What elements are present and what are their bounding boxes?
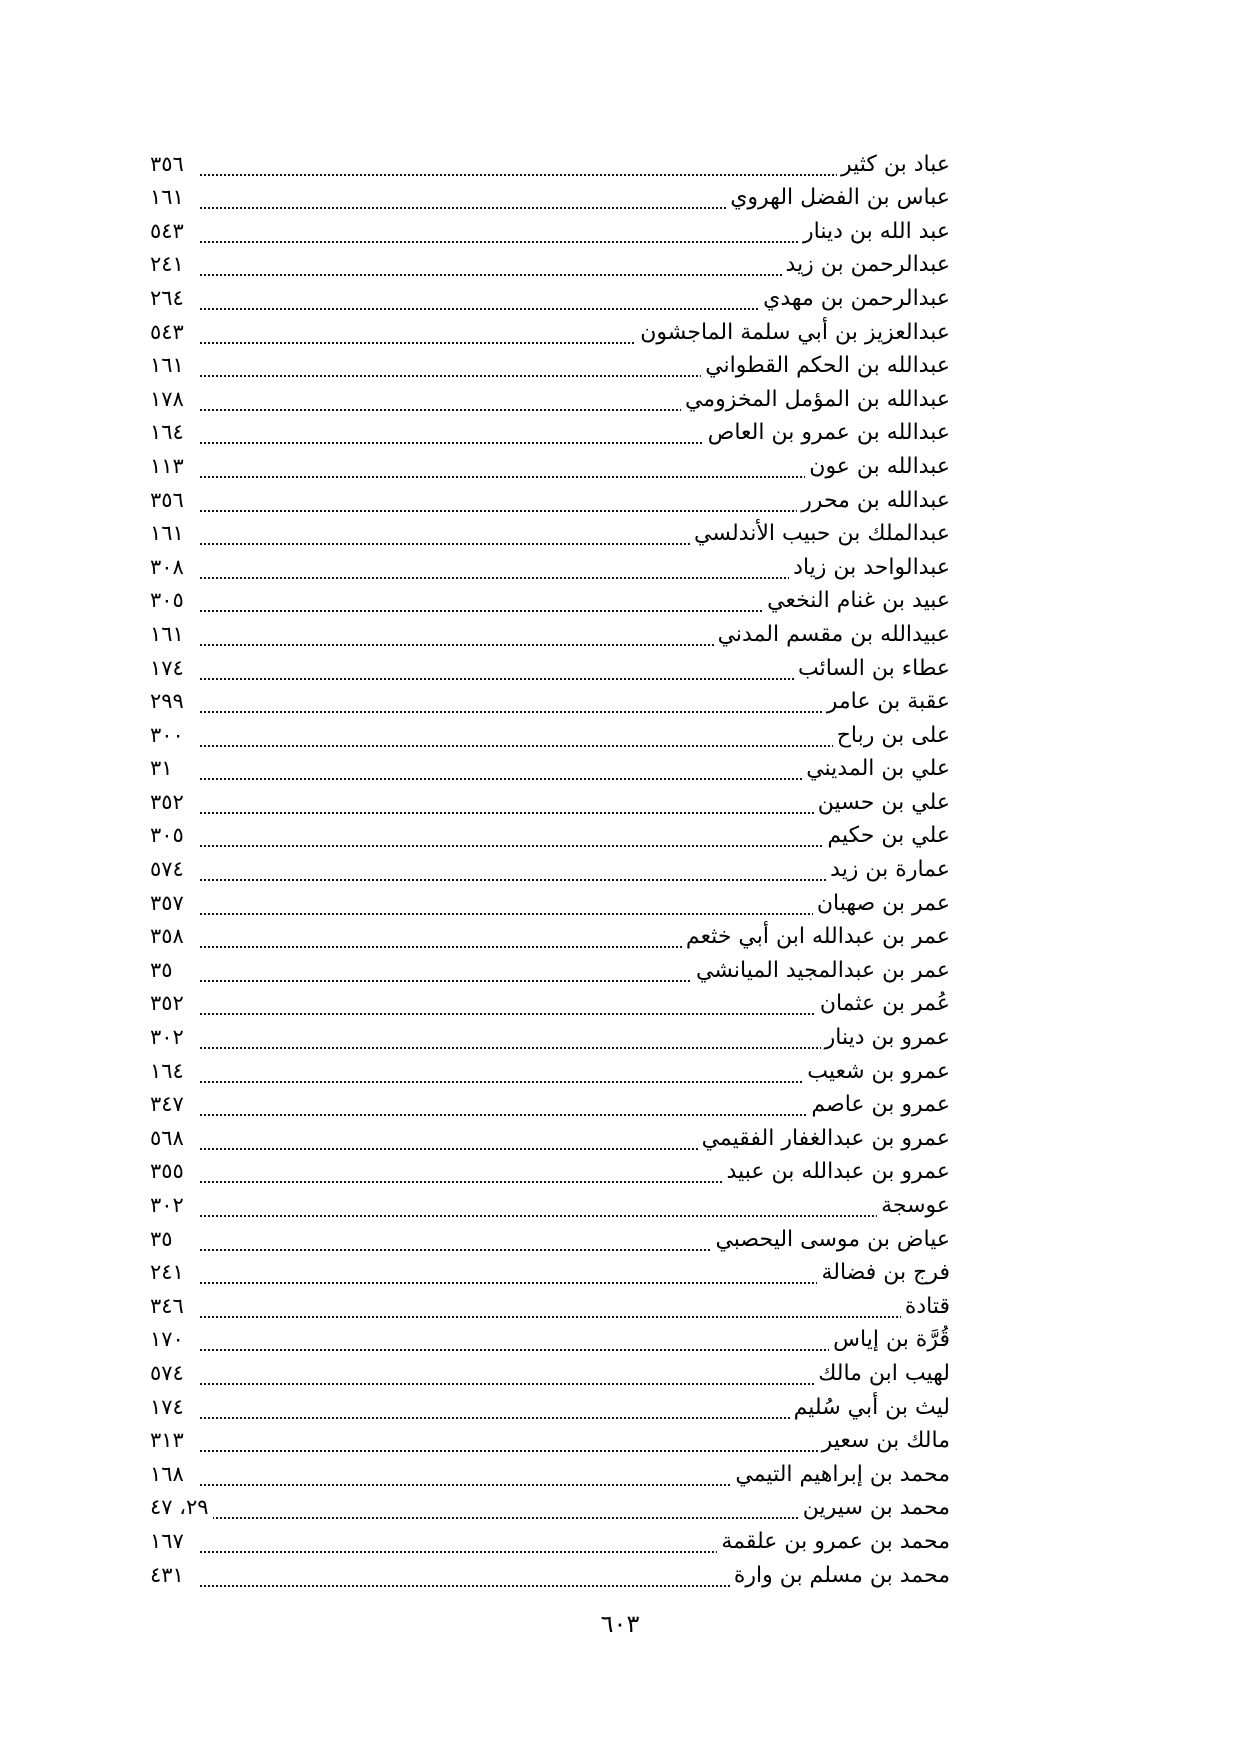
- name-index-list: [150, 147, 950, 1592]
- index-entry: [150, 785, 950, 819]
- index-entry: [150, 685, 950, 719]
- index-entry: [150, 1323, 950, 1357]
- index-entry: [150, 1121, 950, 1155]
- entry-pages: ١٧٤: [150, 652, 188, 685]
- entry-pages: ١٦٧: [150, 1525, 188, 1558]
- index-entry: [150, 449, 950, 483]
- entry-name: عمرو بن عبدالغفار الفقيمي: [698, 1122, 950, 1155]
- entry-pages: ١٦٤: [150, 416, 188, 449]
- entry-name: عوسجة: [877, 1189, 950, 1222]
- entry-name: عياض بن موسى اليحصبي: [711, 1223, 950, 1256]
- entry-name: عبدالله بن عمرو بن العاص: [704, 416, 950, 449]
- entry-pages: ٢٤١: [150, 248, 188, 281]
- index-entry: [150, 517, 950, 551]
- entry-name: لهيب ابن مالك: [814, 1357, 950, 1390]
- entry-name: عقبة بن عامر: [823, 685, 950, 718]
- index-entry: [150, 1424, 950, 1458]
- index-entry: [150, 1155, 950, 1189]
- index-entry: [150, 214, 950, 248]
- entry-name: محمد بن سيرين: [799, 1491, 950, 1524]
- entry-pages: ١١٣: [150, 450, 188, 483]
- entry-name: عطاء بن السائب: [794, 652, 950, 685]
- entry-name: عمر بن عبدالله ابن أبي خثعم: [682, 920, 950, 953]
- entry-pages: ٣٠٥: [150, 584, 188, 617]
- entry-name: عباس بن الفضل الهروي: [726, 181, 950, 214]
- index-entry: [150, 584, 950, 618]
- entry-pages: ٣٥: [150, 954, 177, 987]
- entry-pages: ١٦١: [150, 517, 188, 550]
- index-entry: [150, 617, 950, 651]
- index-entry: [150, 315, 950, 349]
- entry-pages: ٥٤٣: [150, 215, 188, 248]
- entry-pages: ١٦٨: [150, 1458, 188, 1491]
- entry-pages: ٢٦٤: [150, 282, 188, 315]
- index-entry: [150, 852, 950, 886]
- entry-name: فرج بن فضالة: [817, 1256, 950, 1289]
- entry-name: عمر بن عبدالمجيد الميانشي: [692, 954, 950, 987]
- index-entry: [150, 953, 950, 987]
- entry-pages: ٥٦٨: [150, 1122, 188, 1155]
- entry-name: عمرو بن عاصم: [807, 1088, 950, 1121]
- entry-pages: ١٦١: [150, 618, 188, 651]
- index-entry: [150, 1256, 950, 1290]
- index-entry: [150, 886, 950, 920]
- entry-name: عباد بن كثير: [837, 148, 950, 181]
- entry-pages: ٣٥٦: [150, 484, 188, 517]
- entry-name: ليث بن أبي سُليم: [790, 1391, 950, 1424]
- index-entry: [150, 1088, 950, 1122]
- entry-name: عبيدالله بن مقسم المدني: [714, 618, 950, 651]
- index-entry: [150, 147, 950, 181]
- index-entry: [150, 1457, 950, 1491]
- entry-pages: ٤٣١: [150, 1559, 188, 1592]
- entry-pages: ٣٤٧: [150, 1088, 188, 1121]
- index-entry: [150, 1524, 950, 1558]
- entry-name: عمرو بن دينار: [821, 1021, 950, 1054]
- entry-pages: ٢٩، ٤٧: [150, 1491, 213, 1524]
- entry-pages: ٣١: [150, 752, 177, 785]
- index-entry: [150, 1390, 950, 1424]
- entry-pages: ١٧٠: [150, 1323, 188, 1356]
- index-entry: [150, 1491, 950, 1525]
- entry-name: محمد بن عمرو بن علقمة: [717, 1525, 950, 1558]
- entry-name: علي بن المديني: [802, 752, 950, 785]
- entry-pages: ٣٥٥: [150, 1155, 188, 1188]
- entry-name: عبدالعزيز بن أبي سلمة الماجشون: [636, 316, 950, 349]
- index-entry: [150, 920, 950, 954]
- index-entry: [150, 483, 950, 517]
- page-number: ٦٠٣: [600, 1610, 640, 1638]
- entry-name: عبدالله بن عون: [805, 450, 950, 483]
- entry-name: عبدالرحمن بن مهدي: [759, 282, 950, 315]
- index-entry: [150, 1222, 950, 1256]
- entry-name: عبيد بن غنام النخعي: [763, 584, 950, 617]
- index-entry: [150, 248, 950, 282]
- entry-name: عبدالملك بن حبيب الأندلسي: [690, 517, 950, 550]
- index-entry: [150, 819, 950, 853]
- entry-pages: ٢٤١: [150, 1256, 188, 1289]
- entry-pages: ٣٥٧: [150, 887, 188, 920]
- entry-pages: ٣٠٢: [150, 1021, 188, 1054]
- entry-pages: ٥٧٤: [150, 853, 188, 886]
- entry-pages: ٣٥٨: [150, 920, 188, 953]
- entry-name: عمرو بن شعيب: [803, 1055, 950, 1088]
- index-entry: [150, 718, 950, 752]
- entry-name: عبدالله بن الحكم القطواني: [701, 349, 950, 382]
- index-entry: [150, 181, 950, 215]
- dot-leader: [200, 1215, 950, 1217]
- entry-pages: ٥٧٤: [150, 1357, 188, 1390]
- entry-name: قتادة: [901, 1290, 950, 1323]
- entry-name: عمارة بن زيد: [826, 853, 950, 886]
- entry-name: عبدالله بن المؤمل المخزومي: [681, 383, 950, 416]
- index-entry: [150, 1558, 950, 1592]
- entry-pages: ٣١٣: [150, 1424, 188, 1457]
- entry-name: عُمر بن عثمان: [816, 987, 950, 1020]
- index-entry: [150, 349, 950, 383]
- entry-name: علي بن حكيم: [823, 819, 950, 852]
- entry-pages: ٢٩٩: [150, 685, 188, 718]
- entry-pages: ٥٤٣: [150, 316, 188, 349]
- entry-name: عمرو بن عبدالله بن عبيد: [723, 1155, 950, 1188]
- entry-name: محمد بن إبراهيم التيمي: [731, 1458, 950, 1491]
- dot-leader: [200, 1316, 950, 1318]
- entry-pages: ٣٠٨: [150, 551, 188, 584]
- index-entry: [150, 382, 950, 416]
- index-entry: [150, 416, 950, 450]
- entry-pages: ١٧٤: [150, 1391, 188, 1424]
- index-entry: [150, 1188, 950, 1222]
- entry-name: علي بن حسين: [814, 786, 950, 819]
- entry-name: عبدالواحد بن زياد: [789, 551, 950, 584]
- entry-name: مالك بن سعير: [818, 1424, 950, 1457]
- entry-pages: ١٦١: [150, 349, 188, 382]
- entry-name: عمر بن صهبان: [813, 887, 950, 920]
- index-entry: [150, 752, 950, 786]
- entry-pages: ٣٠٢: [150, 1189, 188, 1222]
- entry-pages: ٣٠٠: [150, 719, 188, 752]
- entry-name: عبدالرحمن بن زيد: [782, 248, 950, 281]
- entry-pages: ٣٤٦: [150, 1290, 188, 1323]
- index-entry: [150, 281, 950, 315]
- entry-pages: ١٦١: [150, 181, 188, 214]
- entry-pages: ١٧٨: [150, 383, 188, 416]
- index-entry: [150, 550, 950, 584]
- entry-name: عبد الله بن دينار: [799, 215, 950, 248]
- entry-pages: ٣٠٥: [150, 819, 188, 852]
- index-entry: [150, 651, 950, 685]
- index-entry: [150, 987, 950, 1021]
- entry-name: على بن رباح: [833, 719, 950, 752]
- entry-pages: ٣٥٢: [150, 786, 188, 819]
- entry-pages: ٣٥٢: [150, 987, 188, 1020]
- index-entry: [150, 1289, 950, 1323]
- entry-pages: ١٦٤: [150, 1055, 188, 1088]
- index-entry: [150, 1356, 950, 1390]
- entry-name: محمد بن مسلم بن وارة: [730, 1559, 950, 1592]
- index-entry: [150, 1054, 950, 1088]
- entry-pages: ٣٥: [150, 1223, 177, 1256]
- entry-pages: ٣٥٦: [150, 148, 188, 181]
- entry-name: عبدالله بن محرر: [797, 484, 950, 517]
- entry-name: قُرَّة بن إياس: [829, 1323, 950, 1356]
- index-entry: [150, 1020, 950, 1054]
